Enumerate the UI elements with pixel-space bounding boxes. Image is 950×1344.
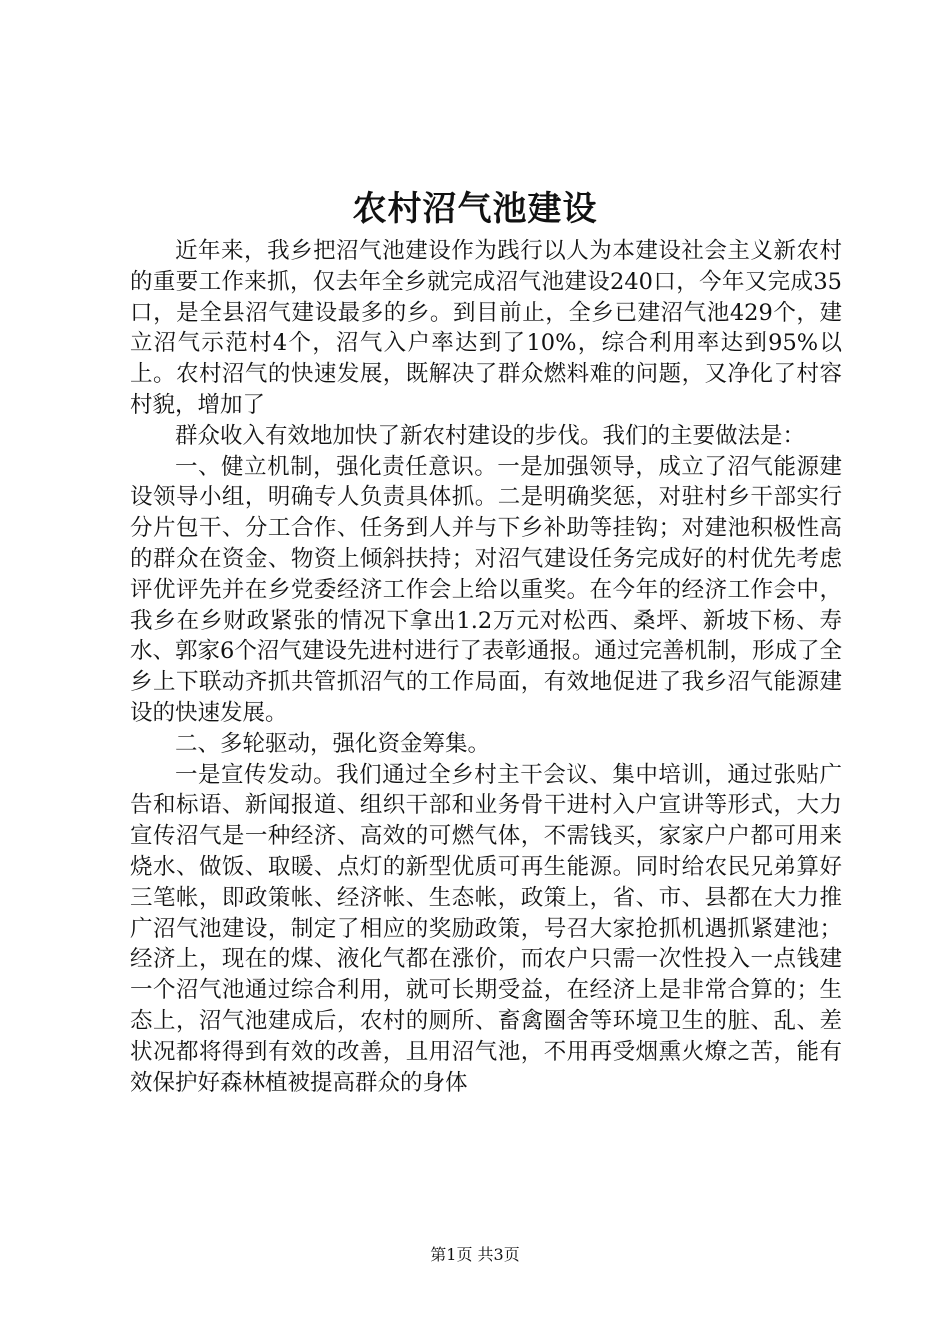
paragraph: 二、多轮驱动，强化资金筹集。: [175, 730, 491, 757]
paragraph: 近年来，我乡把沼气池建设作为践行以人为本建设社会主义新农村的重要工作来抓，仅去年全乡就完成沼气池建设240口，今年又完成35口，是全县沼气建设最多的乡。到目前止，全乡已建沼气池429个，建立沼气示范村4个，沼气入户率达到了10%，综合利用率达到95%以上。农村沼气的快速发展，既解决了群众燃料难的问题，又净化了村容村貌，增加了: [130, 238, 842, 418]
page-footer: 第1页 共3页: [430, 1245, 520, 1264]
document-title: 农村沼气池建设: [352, 189, 598, 229]
paragraph: 一、健立机制，强化责任意识。一是加强领导，成立了沼气能源建设领导小组，明确专人负责具体抓。二是明确奖惩，对驻村乡干部实行分片包干、分工合作、任务到人并与下乡补助等挂钩；对建池积极性高的群众在资金、物资上倾斜扶持；对沼气建设任务完成好的村优先考虑评优评先并在乡党委经济工作会上给以重奖。在今年的经济工作会中，我乡在乡财政紧张的情况下拿出1.2万元对松西、桑坪、新坡下杨、寿水、郭家6个沼气建设先进村进行了表彰通报。通过完善机制，形成了全乡上下联动齐抓共管抓沼气的工作局面，有效地促进了我乡沼气能源建设的快速发展。: [130, 453, 842, 726]
document-body: [130, 236, 842, 1098]
paragraph: 一是宣传发动。我们通过全乡村主干会议、集中培训，通过张贴广告和标语、新闻报道、组织干部和业务骨干进村入户宣讲等形式，大力宣传沼气是一种经济、高效的可燃气体，不需钱买，家家户户都可用来烧水、做饭、取暖、点灯的新型优质可再生能源。同时给农民兄弟算好三笔帐，即政策帐、经济帐、生态帐，政策上，省、市、县都在大力推广沼气池建设，制定了相应的奖励政策，号召大家抢抓机遇抓紧建池；经济上，现在的煤、液化气都在涨价，而农户只需一次性投入一点钱建一个沼气池通过综合利用，就可长期受益，在经济上是非常合算的；生态上，沼气池建成后，农村的厕所、畜禽圈舍等环境卫生的脏、乱、差状况都将得到有效的改善，且用沼气池，不用再受烟熏火燎之苦，能有效保护好森林植被提高群众的身体: [130, 761, 842, 1096]
paragraph: 群众收入有效地加快了新农村建设的步伐。我们的主要做法是：: [175, 422, 806, 449]
